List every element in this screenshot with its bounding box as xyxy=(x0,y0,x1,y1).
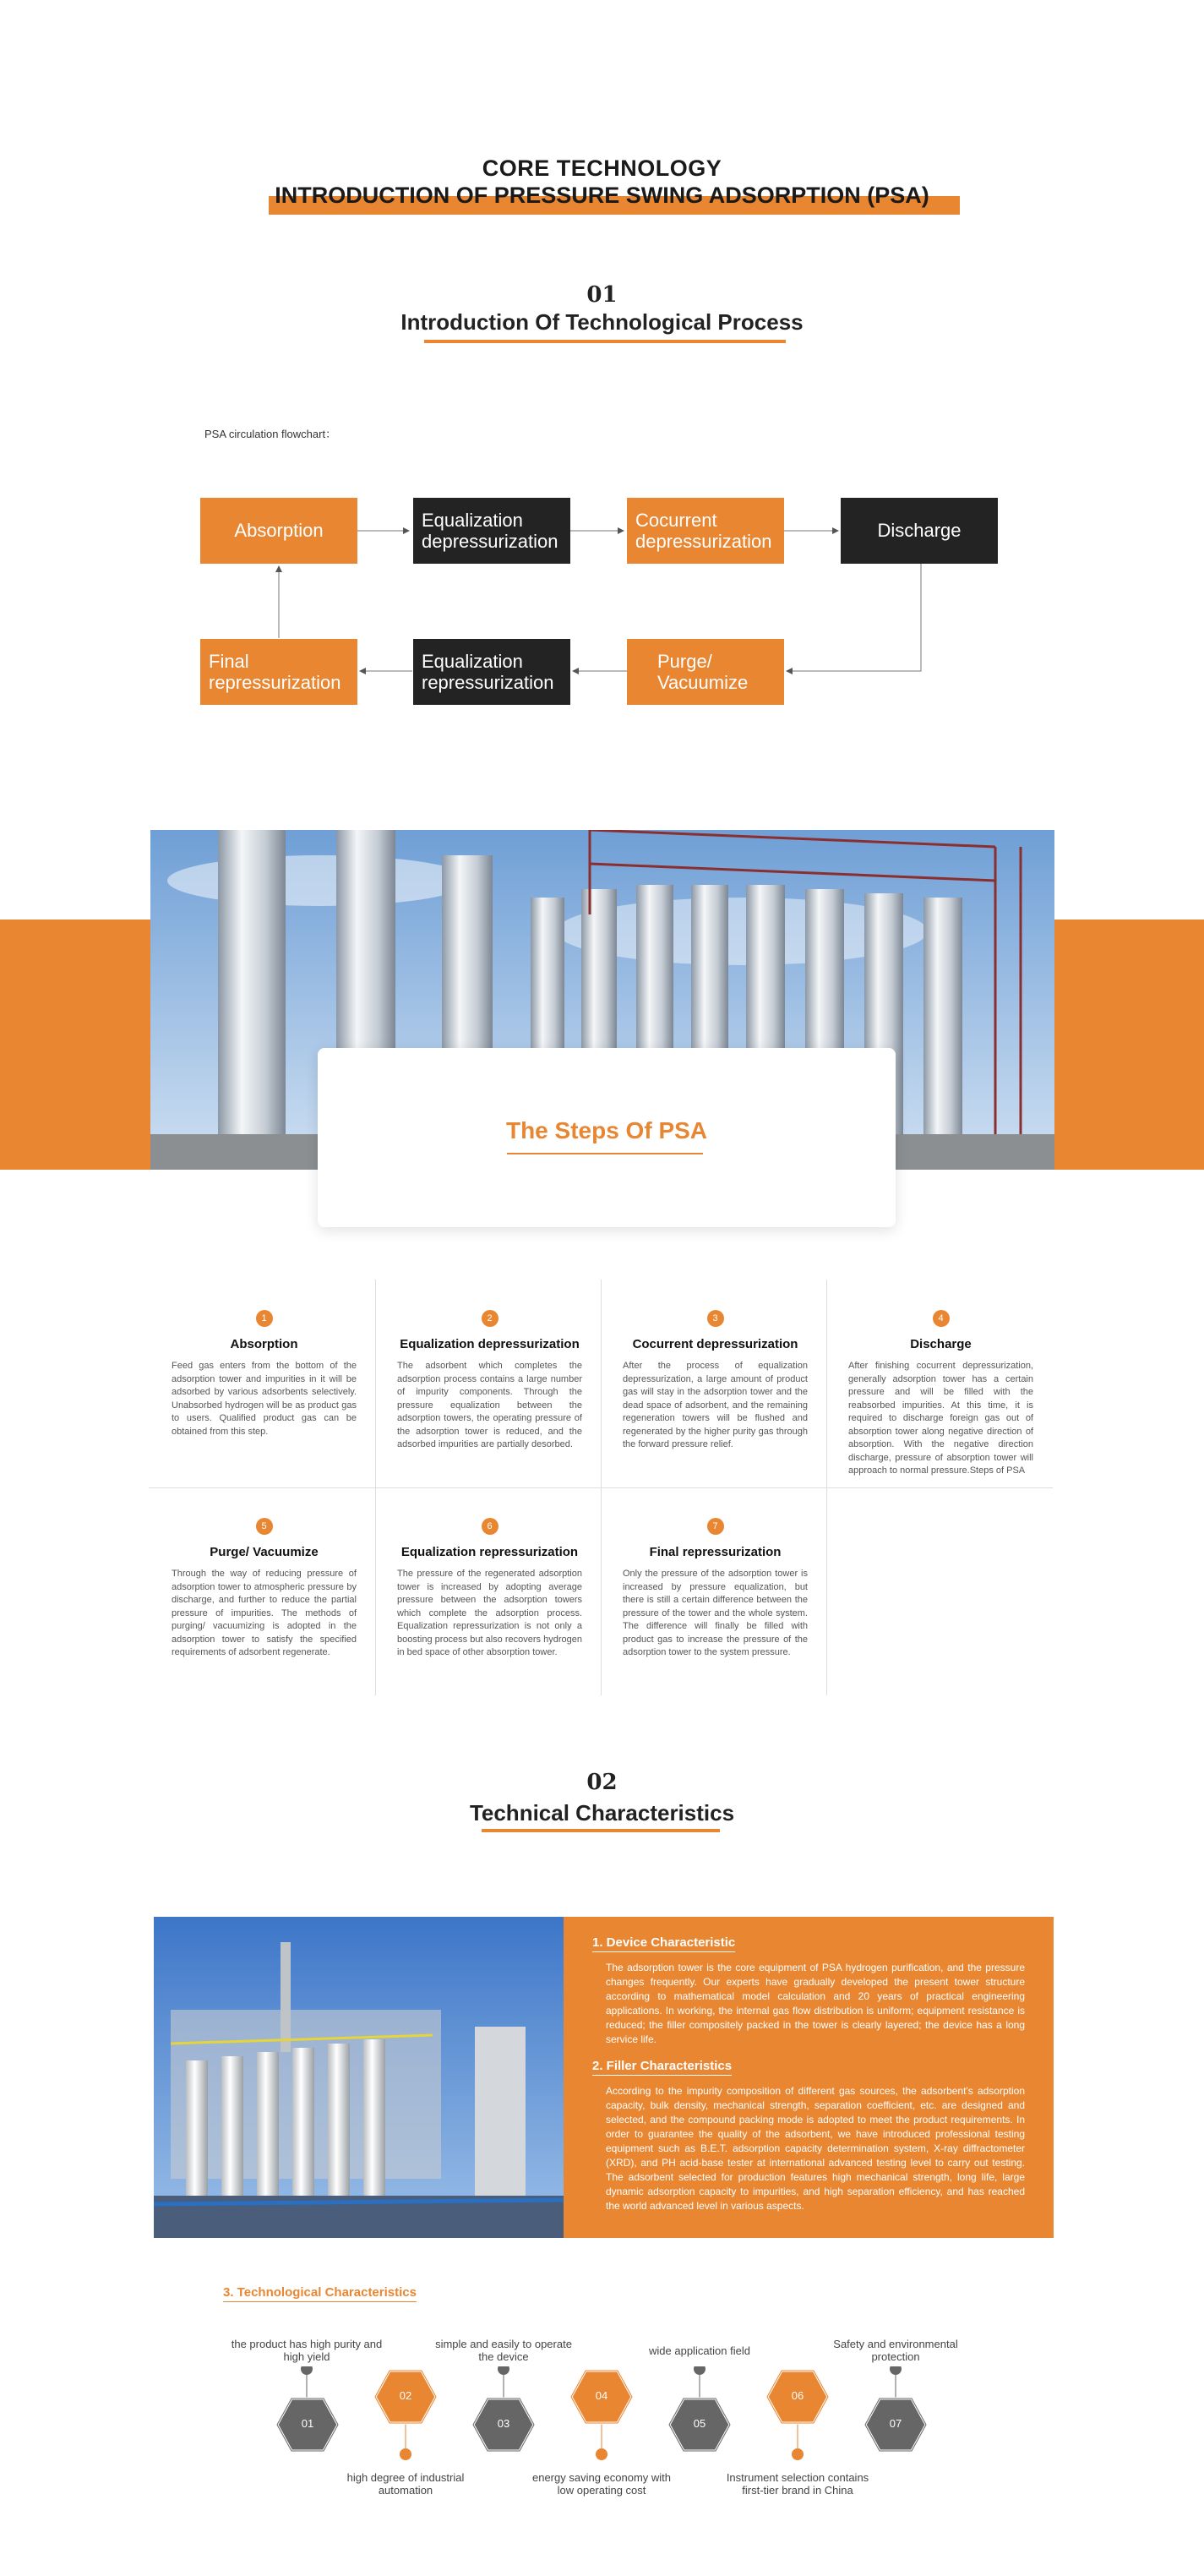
filler-characteristics-title: 2. Filler Characteristics xyxy=(592,2059,732,2076)
section-underline xyxy=(482,1829,720,1832)
step-number-badge: 6 xyxy=(482,1518,498,1535)
flowchart-arrows xyxy=(0,473,1204,727)
hex-label-03: simple and easily to operate the device xyxy=(435,2338,572,2363)
hex-01 xyxy=(276,2397,339,2453)
hex-05 xyxy=(668,2397,731,2453)
step-card-cocurrent-depressurization xyxy=(604,1280,826,1452)
step-title: Absorption xyxy=(230,1337,298,1351)
step-title: Equalization repressurization xyxy=(400,1545,579,1559)
flow-box-final-repressurization: Final repressurization xyxy=(200,639,357,705)
flow-box-cocurrent-depressurization: Cocurrent depressurization xyxy=(627,498,784,564)
section-underline xyxy=(424,340,786,343)
step-description: Only the pressure of the adsorption tower is increased by pressure equalization, but there is still a certain difference between the pressure of the tower and the whole system. The difference will finally be filled with product gas to increase the pressure of the adsorption tower to the system pressure. xyxy=(623,1569,808,1657)
step-title: Cocurrent depressurization xyxy=(632,1337,798,1351)
hex-label-06: Instrument selection contains first-tier brand in China xyxy=(726,2471,869,2497)
step-number-badge: 7 xyxy=(707,1518,724,1535)
step-title: Final repressurization xyxy=(649,1545,782,1559)
section-number-01: 01 xyxy=(586,282,618,308)
page-heading-core-technology: CORE TECHNOLOGY xyxy=(482,156,722,181)
steps-card-title: The Steps Of PSA xyxy=(505,1117,708,1143)
hex-label-02: high degree of industrial automation xyxy=(346,2471,465,2497)
flow-box-equalization-repressurization: Equalization repressurization xyxy=(413,639,570,705)
hex-label-05: wide application field xyxy=(649,2344,750,2357)
step-card-absorption xyxy=(153,1280,375,1438)
section-title-characteristics: Technical Characteristics xyxy=(469,1800,735,1826)
step-description: Feed gas enters from the bottom of the adsorption tower and impurities in it will be adsorbed by various adsorbents selectively. Unabsorbed hydrogen will be as product gas to users. Qualified product gas can be obtained from this step. xyxy=(172,1361,357,1437)
flowchart-label: PSA circulation flowchart： xyxy=(204,428,337,440)
device-characteristic-title: 1. Device Characteristic xyxy=(592,1935,735,1952)
hex-number: 01 xyxy=(301,2417,314,2430)
hex-02 xyxy=(374,2369,437,2425)
step-number-badge: 4 xyxy=(933,1310,950,1327)
hex-number: 02 xyxy=(399,2389,412,2402)
hex-number: 04 xyxy=(595,2389,608,2402)
step-description: The adsorbent which completes the adsorption process contains a large number of impurity components. Through the pressure equalization between the adsorption towers, the operating pressure of the adsorption tower is reduced, and the adsorbed impurities are partially desorbed. xyxy=(397,1361,582,1449)
step-title: Discharge xyxy=(910,1337,972,1351)
step-description: After the process of equalization depressurization, a large amount of product gas will stay in the adsorption tower and the dead space of adsorbent, and the remaining regeneration towers will be flushed and regenerated by the higher purity gas through the forward pressure relief. xyxy=(623,1361,808,1449)
hex-label-04: energy saving economy with low operating cost xyxy=(531,2471,672,2497)
hex-number: 06 xyxy=(791,2389,804,2402)
hex-label-01: the product has high purity and high yield xyxy=(231,2338,383,2363)
flow-box-absorption: Absorption xyxy=(200,498,357,564)
hex-07 xyxy=(864,2397,927,2453)
section-title-process: Introduction Of Technological Process xyxy=(400,309,804,335)
flow-box-discharge: Discharge xyxy=(841,498,998,564)
plant-facility-photo xyxy=(154,1917,564,2238)
step-card-final-repressurization xyxy=(604,1487,826,1660)
page-heading-psa: INTRODUCTION OF PRESSURE SWING ADSORPTION (PSA) xyxy=(275,183,929,208)
step-title: Purge/ Vacuumize xyxy=(210,1545,319,1559)
hex-number: 05 xyxy=(693,2417,706,2430)
steps-card-underline xyxy=(507,1153,703,1154)
step-description: After finishing cocurrent depressurization, generally adsorption tower has a certain pressure and will be filled with the reabsorbed impurities. At this time, it is required to discharge foreign gas out of absorption tower along negative direction of absorption. With the negative direction discharge, pressure of absorption tower will approach to normal pressure.Steps of PSA xyxy=(848,1361,1033,1476)
step-number-badge: 5 xyxy=(256,1518,273,1535)
flow-box-equalization-depressurization: Equalization depressurization xyxy=(413,498,570,564)
step-card-equalization-repressurization xyxy=(379,1487,601,1660)
technological-characteristics-title: 3. Technological Characteristics xyxy=(223,2285,417,2302)
step-description: The pressure of the regenerated adsorption tower is increased by adopting average pressure between the adsorption towers which complete the adsorption process. Equalization repressurization is not only a boosting process but also recovers hydrogen in bed space of other absorption tower. xyxy=(397,1569,582,1657)
step-number-badge: 1 xyxy=(256,1310,273,1327)
hex-label-07: Safety and environmental protection xyxy=(833,2338,958,2363)
section-number-02: 02 xyxy=(586,1770,618,1795)
step-card-discharge xyxy=(830,1280,1052,1478)
step-card-equalization-depressurization xyxy=(379,1280,601,1452)
step-number-badge: 2 xyxy=(482,1310,498,1327)
device-characteristic-text: The adsorption tower is the core equipment of PSA hydrogen purification, and the pressure changes frequently. Our experts have gradually developed the present tower structure according to mathematical model calculation and 20 years of practical engineering applications. In working, the internal gas flow distribution is uniform; equipment resistance is reduced; the filler compositely packed in the tower is clearly layered; the device has a long service life. xyxy=(606,1962,1025,2045)
flow-box-purge-vacuumize: Purge/ Vacuumize xyxy=(627,639,784,705)
step-description: Through the way of reducing pressure of adsorption tower to atmospheric pressure by discharge, and further to reduce the partial pressure of impurities. The methods of purging/ vacuumizing is adopted in the adsorption tower to satisfy the specified requirements of adsorbent regenerate. xyxy=(172,1569,357,1657)
hex-03 xyxy=(472,2397,535,2453)
hex-number: 07 xyxy=(889,2417,902,2430)
step-title: Equalization depressurization xyxy=(400,1337,580,1351)
step-card-purge-vacuumize xyxy=(153,1487,375,1660)
characteristics-panel xyxy=(564,1917,1054,2238)
hex-number: 03 xyxy=(497,2417,510,2430)
step-number-badge: 3 xyxy=(707,1310,724,1327)
hex-04 xyxy=(570,2369,633,2425)
hex-06 xyxy=(766,2369,829,2425)
filler-characteristics-text: According to the impurity composition of different gas sources, the adsorbent's adsorption capacity, bulk density, mechanical strength, separation coefficient, etc. are designed and selected, and the compound packing mode is adopted to meet the product requirements. In order to guarantee the quality of the adsorbent, we have introduced professional testing equipment such as B.E.T. adsorption capacity determination system, X-ray diffractometer (XRD), and PH acid-base tester at international advanced testing level to carry out testing. The adsorbent selected for production features high mechanical strength, long life, large dynamic adsorption capacity to impurities, and high separation efficiency, and has reached the world advanced level in various aspects. xyxy=(606,2085,1025,2212)
